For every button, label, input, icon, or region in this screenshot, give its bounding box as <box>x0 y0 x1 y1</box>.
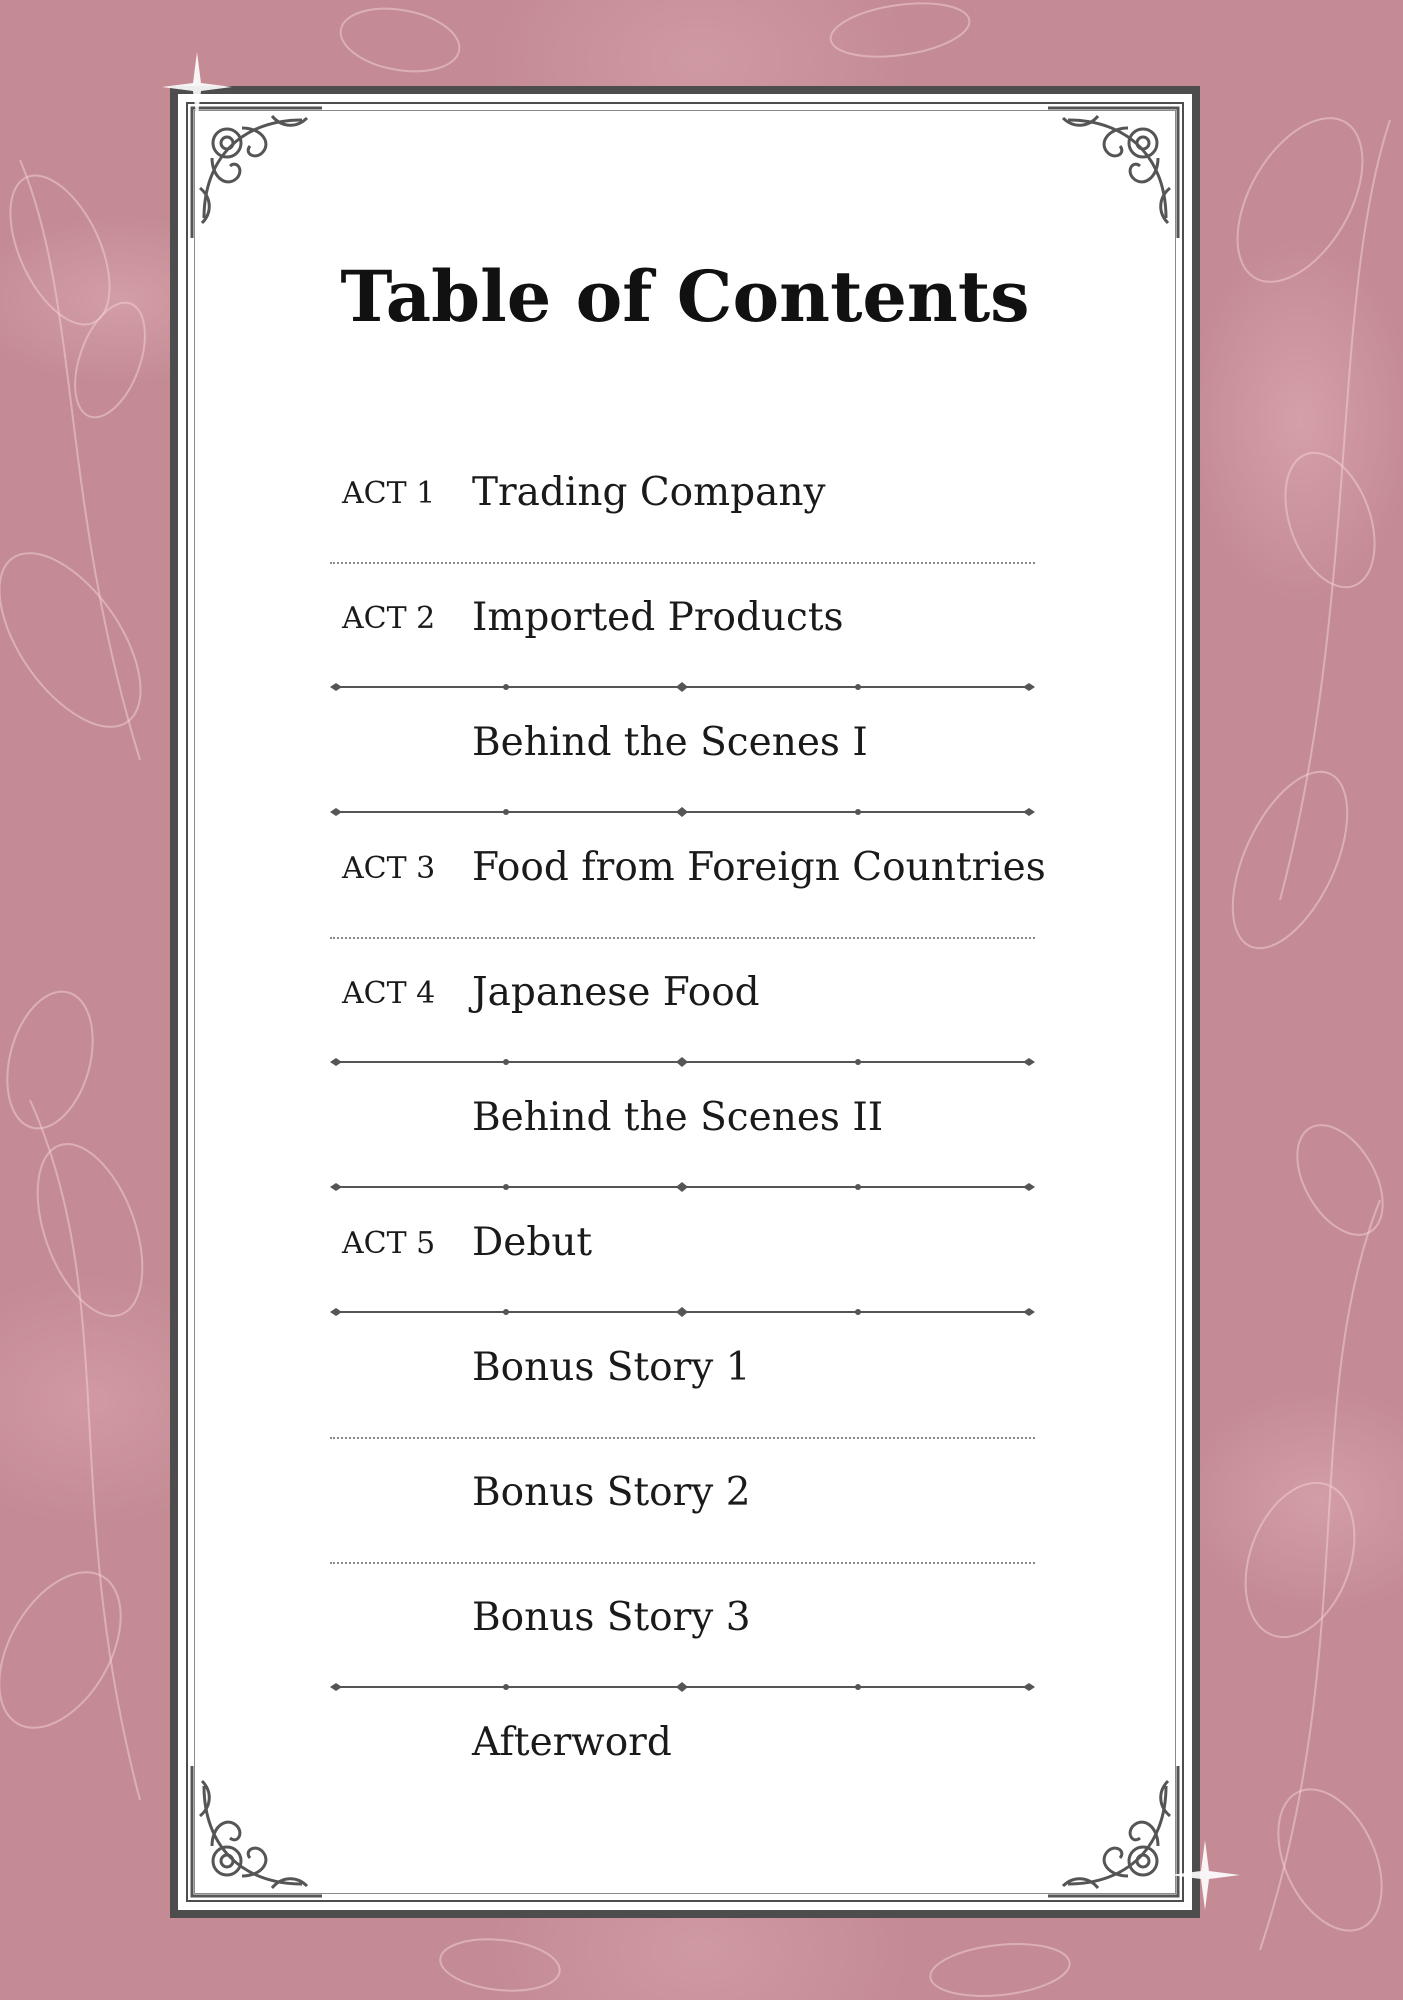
scroll-flourish-icon <box>1038 1756 1188 1906</box>
toc-chapter-title: Behind the Scenes I <box>472 720 868 765</box>
toc-entry[interactable] <box>330 688 1035 813</box>
toc-entry[interactable] <box>330 438 1035 563</box>
toc-chapter-title: Imported Products <box>472 595 844 640</box>
toc-entry[interactable] <box>330 1688 1035 1813</box>
scroll-flourish-icon <box>182 1756 332 1906</box>
toc-act-label: ACT 1 <box>342 476 436 511</box>
table-of-contents <box>330 438 1046 1813</box>
toc-chapter-title: Japanese Food <box>472 970 760 1015</box>
toc-chapter-title: Bonus Story 2 <box>472 1470 751 1515</box>
sparkle-icon <box>1170 1840 1240 1910</box>
toc-chapter-title: Debut <box>472 1220 593 1265</box>
toc-chapter-title: Trading Company <box>472 470 826 515</box>
toc-chapter-title: Food from Foreign Countries <box>472 845 1046 890</box>
toc-entry[interactable] <box>330 1063 1035 1188</box>
toc-act-label: ACT 4 <box>342 976 436 1011</box>
toc-act-label: ACT 2 <box>342 601 436 636</box>
toc-entry[interactable] <box>330 1188 1035 1313</box>
toc-entry[interactable] <box>330 938 1035 1063</box>
toc-entry[interactable] <box>330 1563 1035 1688</box>
sparkle-icon <box>162 52 232 122</box>
scroll-flourish-icon <box>1038 98 1188 248</box>
toc-entry[interactable] <box>330 563 1035 688</box>
toc-entry[interactable] <box>330 1438 1035 1563</box>
toc-act-label: ACT 3 <box>342 851 436 886</box>
toc-chapter-title: Behind the Scenes II <box>472 1095 884 1140</box>
toc-act-label: ACT 5 <box>342 1226 436 1261</box>
toc-chapter-title: Bonus Story 1 <box>472 1345 751 1390</box>
page-title: Table of Contents <box>340 255 1030 338</box>
toc-entry[interactable] <box>330 813 1046 938</box>
toc-chapter-title: Bonus Story 3 <box>472 1595 751 1640</box>
toc-entry[interactable] <box>330 1313 1035 1438</box>
toc-chapter-title: Afterword <box>472 1720 672 1765</box>
